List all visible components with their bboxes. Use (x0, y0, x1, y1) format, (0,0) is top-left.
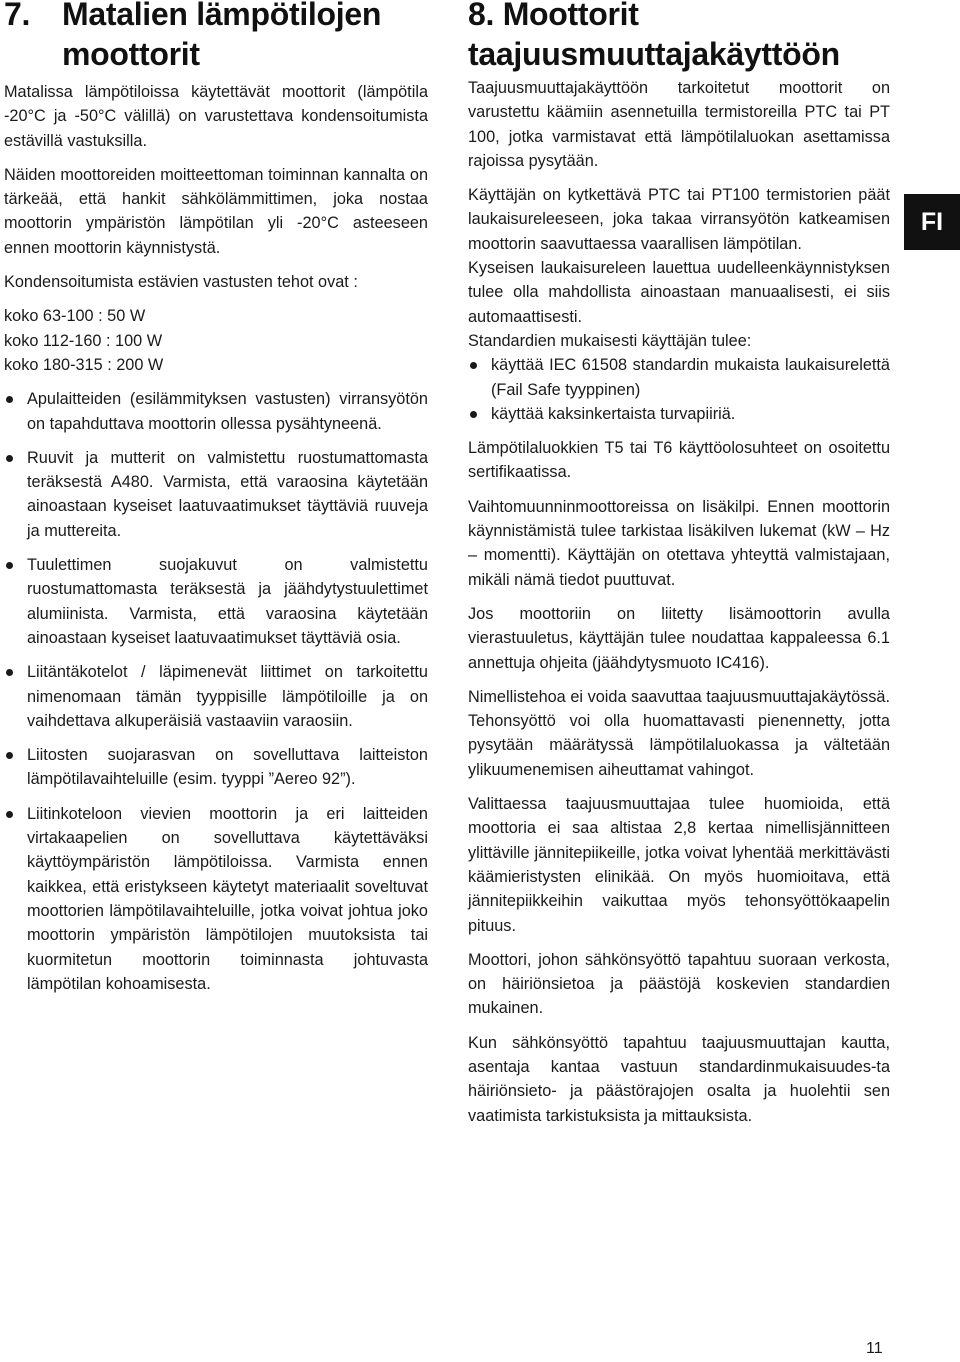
section-8-bullet-list (468, 353, 890, 426)
page-number: 11 (866, 1340, 883, 1357)
section-8-paragraph-1: Taajuusmuuttajakäyttöön tarkoitetut moottorit on varustettu käämiin asennetuilla termistoreilla PTC tai PT 100, jotka varmistavat että lämpötilaluokan asettamissa rajoissa pysytään. (468, 79, 890, 170)
size-item: koko 63-100 : 50 W (4, 307, 146, 326)
bullet-icon (6, 396, 13, 403)
section-8-paragraph-4: Standardien mukaisesti käyttäjän tulee: (468, 331, 752, 350)
bullet-item: Liitäntäkotelot / läpimenevät liittimet on tarkoitettu nimenomaan tämän tyyppisille lämpötiloille ja on vaihdettava alkuperäisiä vastaaviin varaosiin. (4, 660, 428, 733)
bullet-item: Liitosten suojarasvan on sovelluttava laitteiston lämpötilavaihteluille (esim. tyyppi ”Aereo 92”). (4, 743, 428, 792)
section-8-paragraph-5: Lämpötilaluokkien T5 tai T6 käyttöolosuhteet on osoitettu sertifikaatissa. (468, 439, 890, 482)
section-8-number: 8. (468, 0, 495, 32)
bullet-item: Ruuvit ja mutterit on valmistettu ruostumattomasta teräksestä A480. Varmista, että varaosina käytetään ainoastaan kyseiset laatuvaatimukset täyttäviä ruuveja ja muttereita. (4, 446, 428, 543)
bullet-item: Apulaitteiden (esilämmityksen vastusten) virransyötön on tapahduttava moottorin ollessa pysähtyneenä. (4, 387, 428, 436)
section-8-paragraph-6: Vaihtomuunninmoottoreissa on lisäkilpi. Ennen moottorin käynnistämistä tulee tarkistaa lisäkilven lukemat (kW – Hz – momentti). Käyttäjän on otettava yhteyttä valmistajaan, mikäli nämä tiedot puuttuvat. (468, 497, 890, 589)
section-8-paragraph-9: Valittaessa taajuusmuuttajaa tulee huomioida, että moottoria ei saa altistaa 2,8 kertaa nimellisjännitteen ylittäville jännitepiikeille, jotka voivat lyhentää merkittävästi käämieristysten elinikää. On myös huomioitava, että jännitepiikkeihin vaikuttaa myös tehonsyöttökaapelin pituus. (468, 795, 890, 935)
size-item: koko 180-315 : 200 W (4, 355, 164, 374)
section-8-paragraph-7: Jos moottoriin on liitetty lisämoottorin avulla vierastuuletus, käyttäjän tulee noudattaa kappaleessa 6.1 annettuja ohjeita (jäähdytysmuoto IC416). (468, 604, 890, 672)
section-8-paragraph-8: Nimellistehoa ei voida saavuttaa taajuusmuuttajakäytössä. Tehonsyöttö voi olla huomattavasti pienennetty, jotta pysytään määrätyssä lämpötilaluokassa ja vältetään ylikuumenemisen aiheuttamat vahingot. (468, 687, 890, 779)
bullet-icon (6, 455, 13, 462)
section-7-heading (4, 0, 428, 74)
section-8-heading (468, 0, 890, 74)
bullet-icon (6, 562, 13, 569)
section-7-bullet-list (4, 387, 428, 996)
section-8 (468, 0, 890, 1128)
bullet-icon (470, 362, 477, 369)
section-7-title-line-1: Matalien lämpötilojen (62, 0, 382, 32)
heater-power-list (4, 304, 428, 377)
bullet-item: käyttää IEC 61508 standardin mukaista laukaisurelettä (Fail Safe tyyppinen) (468, 353, 890, 402)
size-item: koko 112-160 : 100 W (4, 331, 163, 350)
bullet-icon (6, 811, 13, 818)
section-7-paragraph-3: Kondensoitumista estävien vastusten tehot ovat : (4, 273, 358, 292)
section-8-title-line-2: taajuusmuuttajakäyttöön (468, 36, 840, 72)
bullet-icon (6, 752, 13, 759)
language-tab: FI (904, 194, 960, 250)
section-7-title-line-2: moottorit (62, 36, 200, 72)
section-8-paragraph-2: Käyttäjän on kytkettävä PTC tai PT100 termistorien päät laukaisureleeseen, joka takaa virransyötön katkeamisen moottorin saavuttaessa vaarallisen lämpötilan. (468, 186, 890, 253)
section-8-paragraph-11: Kun sähkönsyöttö tapahtuu taajuusmuuttajan kautta, asentaja kantaa vastuun standardinmukaisuudes-ta häiriönsieto- ja päästörajojen osalta ja huolehtii sen vaatimista tarkistuksista ja mittauksista. (468, 1033, 890, 1125)
section-7-paragraph-2: Näiden moottoreiden moitteettoman toiminnan kannalta on tärkeää, että hankit sähkölämmittimen, joka nostaa moottorin ympäristön lämpötilan yli -20°C asteeseen ennen moottorin käynnistystä. (4, 165, 428, 257)
section-7 (4, 0, 428, 1006)
bullet-item: käyttää kaksinkertaista turvapiiriä. (468, 402, 890, 426)
section-7-intro: Matalissa lämpötiloissa käytettävät moottorit (lämpötila -20°C ja -50°C välillä) on varustettava kondensoitumista estävillä vastuksilla. (4, 83, 428, 150)
section-8-paragraph-3: Kyseisen laukaisureleen lauettua uudelleenkäynnistyksen tulee olla mahdollista ainoastaan manuaalisesti, ei siis automaattisesti. (468, 259, 890, 326)
section-8-title-line-1: Moottorit (502, 0, 639, 32)
section-7-number: 7. (4, 0, 31, 32)
bullet-item: Liitinkoteloon vievien moottorin ja eri laitteiden virtakaapelien on sovelluttava käytettäväksi käyttöympäristön lämpötiloissa. Varmista ennen kaikkea, että eristykseen käytetyt materiaalit soveltuvat moottorien lämpötilavaihteluille, jotka voivat johtua joko moottorin ympäristön lämpötilojen muutoksista tai kuormitetun moottorin toiminnasta johtuvasta lämpötilan kohoamisesta. (4, 802, 428, 996)
section-8-paragraph-10: Moottori, johon sähkönsyöttö tapahtuu suoraan verkosta, on häiriönsietoa ja päästöjä koskevien standardien mukainen. (468, 950, 890, 1018)
bullet-icon (470, 411, 477, 418)
bullet-icon (6, 669, 13, 676)
bullet-item: Tuulettimen suojakuvut on valmistettu ruostumattomasta teräksestä ja jäähdytystuulettimet alumiinista. Varmista, että varaosina käytetään ainoastaan kyseiset laatuvaatimukset täyttäviä osia. (4, 553, 428, 650)
